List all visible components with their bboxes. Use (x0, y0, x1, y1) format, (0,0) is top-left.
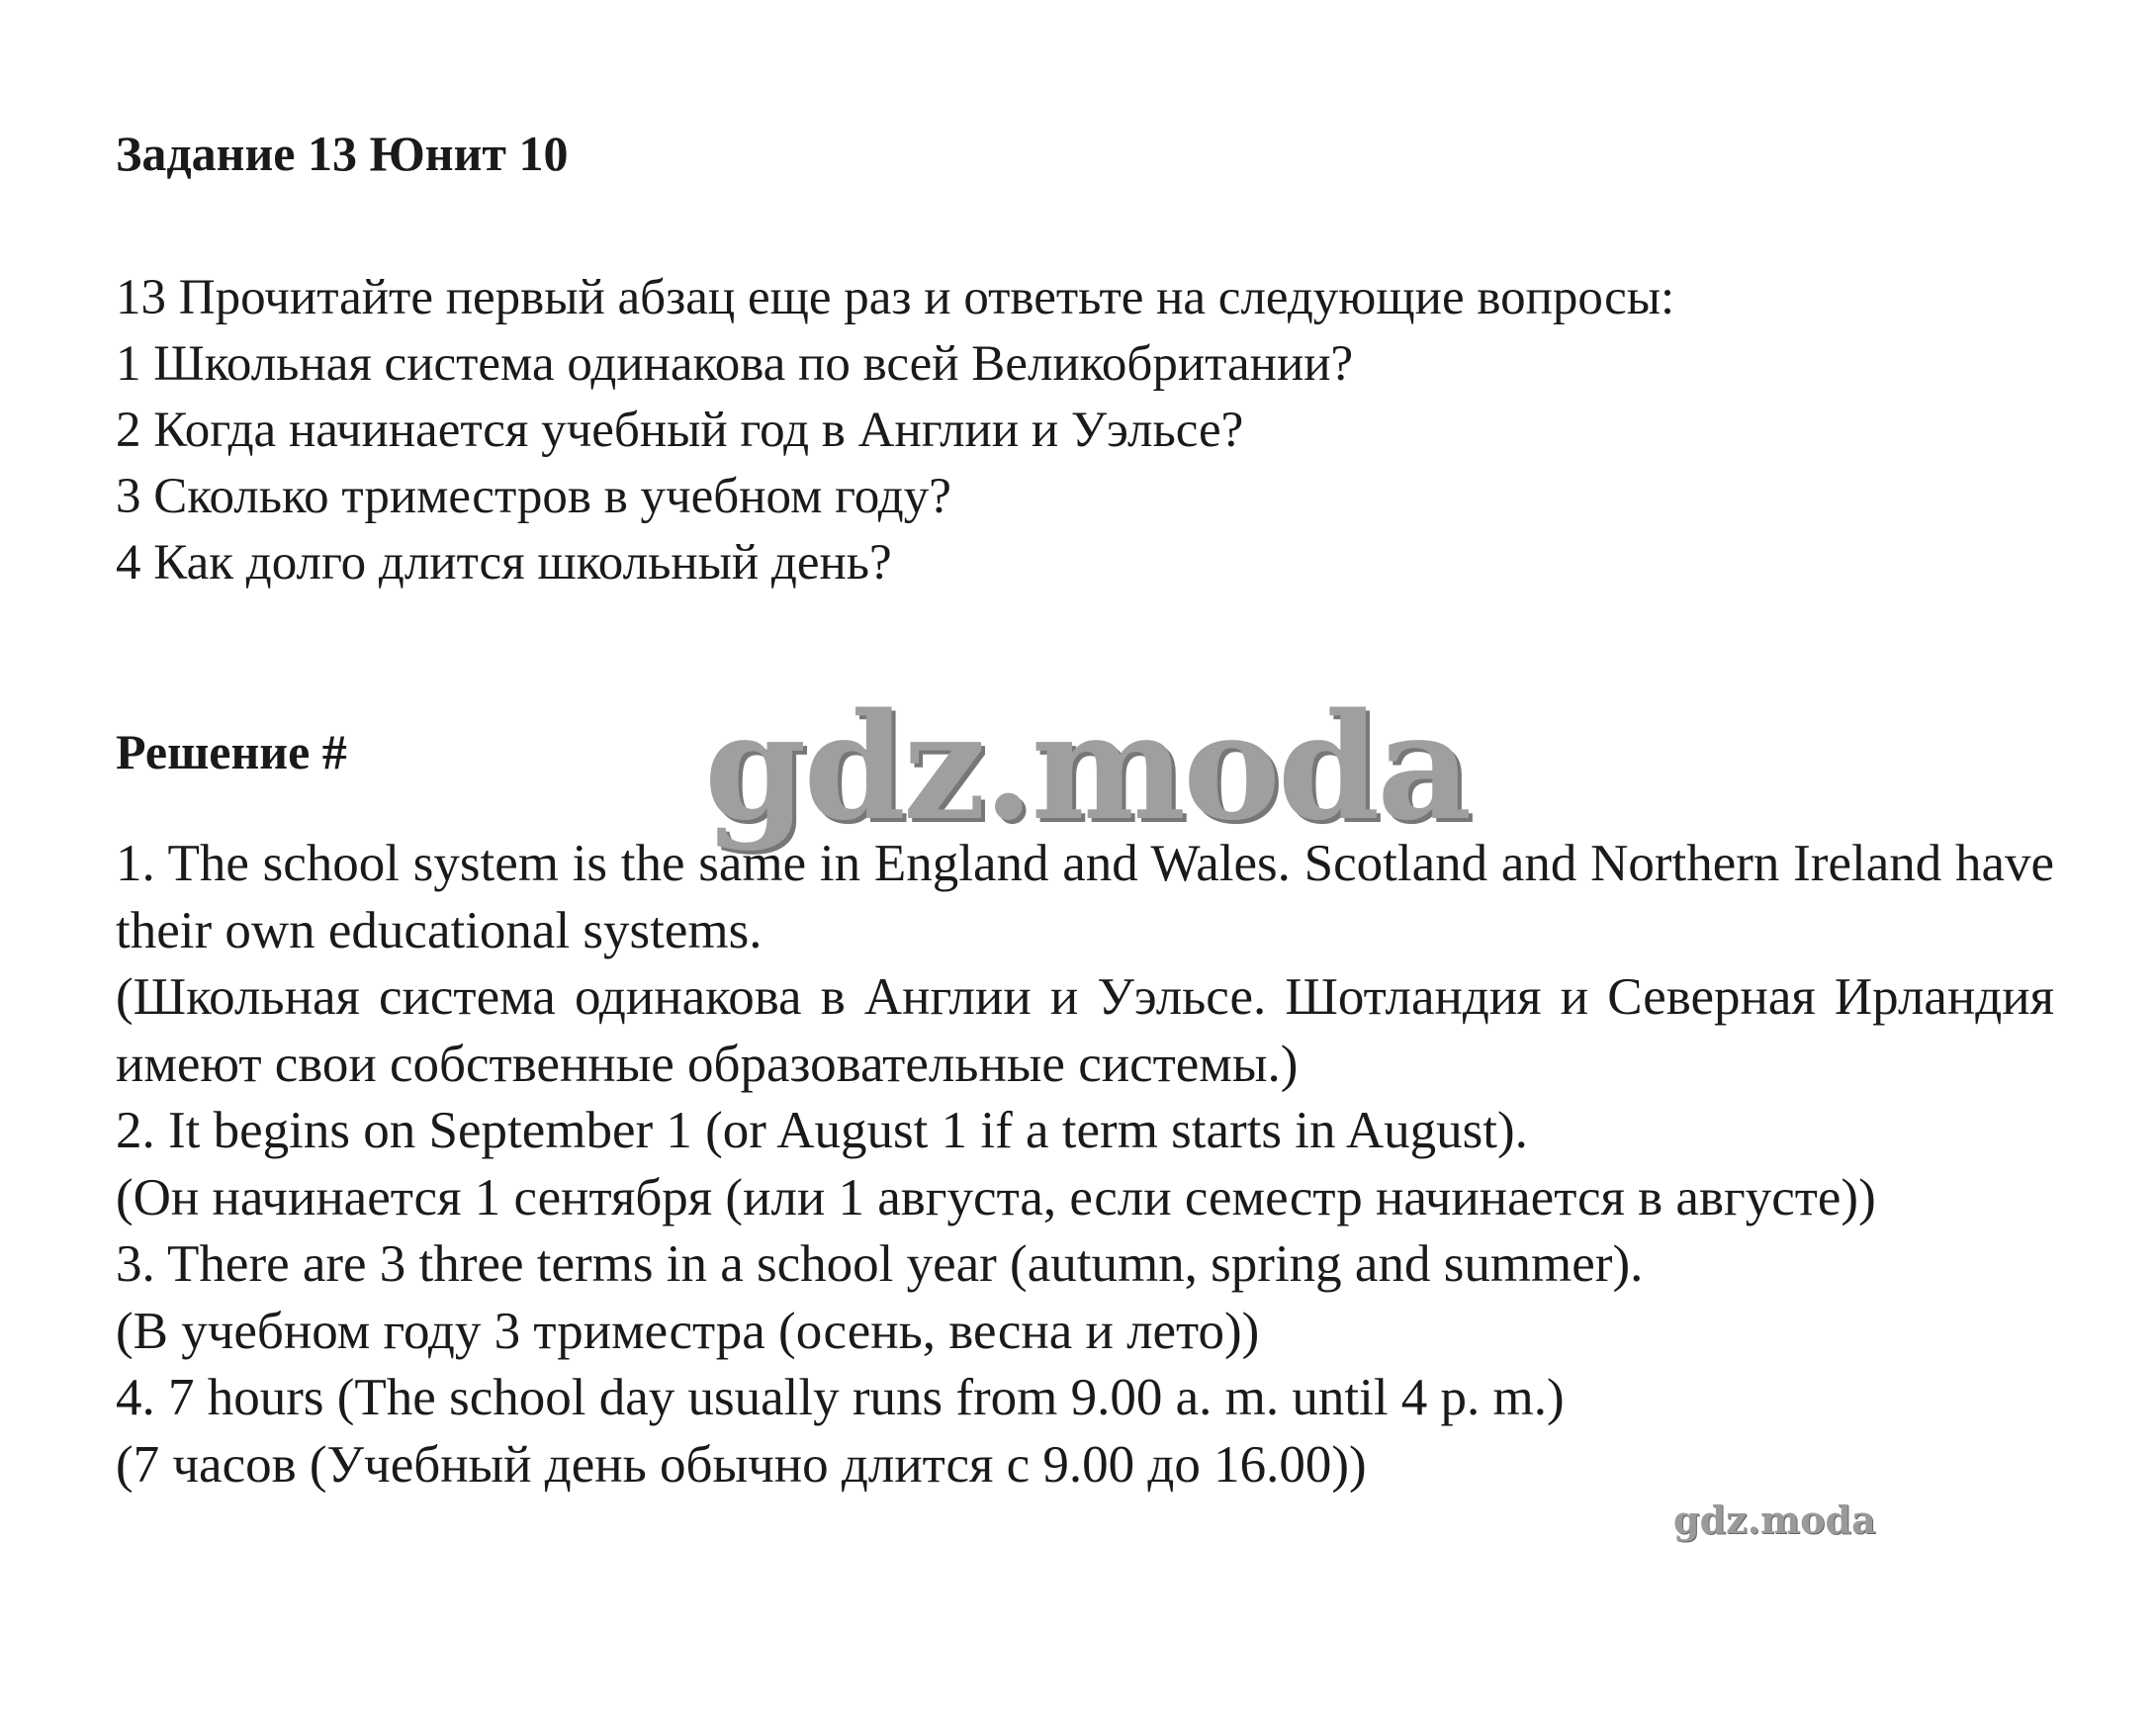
task-instruction: 13 Прочитайте первый абзац еще раз и ответьте на следующие вопросы: (116, 270, 1675, 325)
task-text (116, 265, 2054, 596)
answers-block (116, 831, 2054, 1498)
question-2: 2 Когда начинается учебный год в Англии и Уэльсе? (116, 403, 1244, 458)
answer-1-ru: (Школьная система одинакова в Англии и Уэльсе. Шотландия и Северная Ирландия имеют свои собственные образовательные системы.) (116, 968, 2054, 1093)
answer-1-en: 1. The school system is the same in England and Wales. Scotland and Northern Ireland have their own educational systems. (116, 835, 2054, 959)
question-4: 4 Как долго длится школьный день? (116, 535, 892, 590)
answer-4-ru: (7 часов (Учебный день обычно длится с 9.00 до 16.00)) (116, 1435, 1367, 1494)
watermark-logo: gdz.moda (704, 681, 1470, 853)
answer-2-ru: (Он начинается 1 сентября (или 1 августа, если семестр начинается в августе)) (116, 1168, 1876, 1226)
solution-title: Решение # (116, 724, 347, 779)
answer-3-ru: (В учебном году 3 триместра (осень, весна и лето)) (116, 1302, 1260, 1360)
question-1: 1 Школьная система одинакова по всей Великобритании? (116, 336, 1354, 392)
answer-4-en: 4. 7 hours (The school day usually runs from 9.00 a. m. until 4 p. m.) (116, 1369, 1565, 1426)
question-3: 3 Сколько триместров в учебном году? (116, 469, 951, 524)
task-title: Задание 13 Юнит 10 (116, 126, 569, 181)
answer-2-en: 2. It begins on September 1 (or August 1 if a term starts in August). (116, 1102, 1528, 1159)
watermark-small-logo: gdz.moda (1673, 1497, 1876, 1542)
answer-3-en: 3. There are 3 three terms in a school year (autumn, spring and summer). (116, 1235, 1644, 1293)
